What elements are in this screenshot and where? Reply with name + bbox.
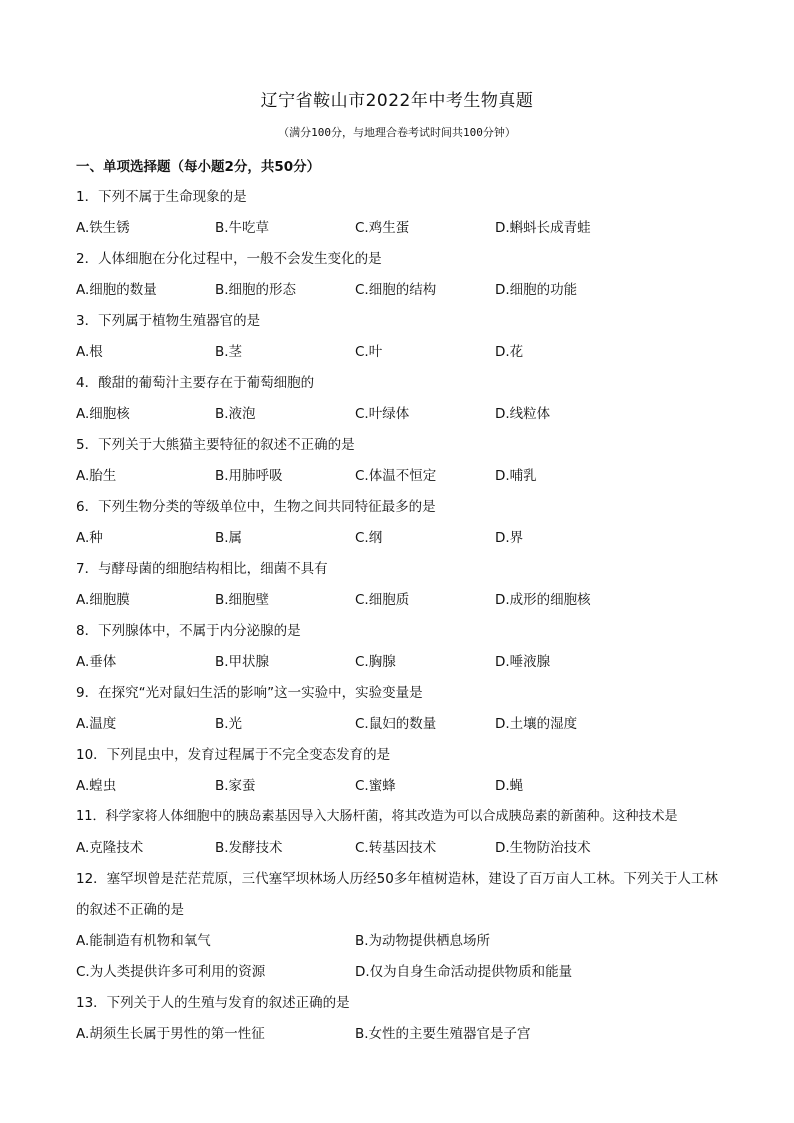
option-c: C.蜜蜂 [355, 778, 396, 794]
option-d: D.蝌蚪长成青蛙 [495, 220, 591, 236]
option-a: A.垂体 [76, 654, 117, 670]
option-b: B.细胞壁 [215, 592, 270, 608]
question-stem: 5．下列关于大熊猫主要特征的叙述不正确的是 [76, 437, 355, 453]
option-row [76, 465, 726, 496]
option-a: A.克隆技术 [76, 840, 144, 856]
option-c: C.细胞质 [355, 592, 410, 608]
option-b: B.液泡 [215, 406, 256, 422]
question-stem: 7．与酵母菌的细胞结构相比，细菌不具有 [76, 561, 328, 577]
option-a: A.蝗虫 [76, 778, 117, 794]
option-row [76, 837, 726, 868]
option-d: D.生物防治技术 [495, 840, 591, 856]
option-c: C.叶 [355, 344, 383, 360]
option-row [76, 651, 726, 682]
option-c: C.细胞的结构 [355, 282, 437, 298]
option-row [76, 961, 726, 992]
option-row [76, 217, 726, 248]
option-b: B.牛吃草 [215, 220, 270, 236]
question-list [76, 186, 726, 1054]
option-b: B.为动物提供栖息场所 [355, 933, 491, 949]
option-a: A.细胞膜 [76, 592, 130, 608]
option-b: B.甲状腺 [215, 654, 270, 670]
question-stem: 2．人体细胞在分化过程中，一般不会发生变化的是 [76, 251, 382, 267]
option-row [76, 341, 726, 372]
option-c: C.转基因技术 [355, 840, 437, 856]
option-a: A.铁生锈 [76, 220, 130, 236]
option-d: D.蝇 [495, 778, 524, 794]
option-d: D.哺乳 [495, 468, 537, 484]
option-row [76, 279, 726, 310]
option-c: C.纲 [355, 530, 383, 546]
question-stem: 10．下列昆虫中，发育过程属于不完全变态发育的是 [76, 747, 391, 763]
question-stem: 3．下列属于植物生殖器官的是 [76, 313, 261, 329]
option-b: B.属 [215, 530, 243, 546]
option-row [76, 775, 726, 806]
question-stem: 1．下列不属于生命现象的是 [76, 189, 247, 205]
option-row [76, 527, 726, 558]
option-c: C.体温不恒定 [355, 468, 437, 484]
option-row [76, 930, 726, 961]
question-stem: 8．下列腺体中，不属于内分泌腺的是 [76, 623, 301, 639]
option-row [76, 713, 726, 744]
option-d: D.花 [495, 344, 524, 360]
option-row [76, 589, 726, 620]
option-c: C.叶绿体 [355, 406, 410, 422]
option-d: D.仅为自身生命活动提供物质和能量 [355, 964, 573, 980]
option-d: D.成形的细胞核 [495, 592, 591, 608]
option-d: D.唾液腺 [495, 654, 551, 670]
option-a: A.种 [76, 530, 103, 546]
option-c: C.胸腺 [355, 654, 396, 670]
question-stem: 13．下列关于人的生殖与发育的叙述正确的是 [76, 995, 350, 1011]
option-a: A.细胞的数量 [76, 282, 157, 298]
option-a: A.能制造有机物和氧气 [76, 933, 211, 949]
option-row [76, 1023, 726, 1054]
option-d: D.线粒体 [495, 406, 551, 422]
option-a: A.温度 [76, 716, 117, 732]
option-b: B.茎 [215, 344, 243, 360]
option-b: B.细胞的形态 [215, 282, 297, 298]
question-stem: 12．塞罕坝曾是茫茫荒原，三代塞罕坝林场人历经50多年植树造林，建设了百万亩人工林。下列关于人工林的叙述不正确的是 [76, 871, 718, 918]
option-b: B.女性的主要生殖器官是子宫 [355, 1026, 531, 1042]
question-stem: 11．科学家将人体细胞中的胰岛素基因导入大肠杆菌，将其改造为可以合成胰岛素的新菌种。这种技术是 [76, 809, 678, 824]
option-c: C.鸡生蛋 [355, 220, 410, 236]
option-d: D.界 [495, 530, 524, 546]
question-stem: 9．在探究“光对鼠妇生活的影响”这一实验中，实验变量是 [76, 685, 423, 701]
page-title: 辽宁省鞍山市2022年中考生物真题 [260, 91, 534, 111]
option-a: A.根 [76, 344, 103, 360]
exam-note: （满分100分，与地理合卷考试时间共100分钟） [278, 126, 516, 139]
option-b: B.光 [215, 716, 243, 732]
option-b: B.用肺呼吸 [215, 468, 283, 484]
question-stem: 4．酸甜的葡萄汁主要存在于葡萄细胞的 [76, 375, 315, 391]
option-row [76, 403, 726, 434]
option-c: C.为人类提供许多可利用的资源 [76, 964, 266, 980]
section-heading: 一、单项选择题（每小题2分，共50分） [76, 159, 321, 175]
question-stem: 6．下列生物分类的等级单位中，生物之间共同特征最多的是 [76, 499, 436, 515]
option-c: C.鼠妇的数量 [355, 716, 437, 732]
option-a: A.胎生 [76, 468, 117, 484]
option-b: B.家蚕 [215, 778, 256, 794]
option-a: A.胡须生长属于男性的第一性征 [76, 1026, 265, 1042]
option-d: D.土壤的湿度 [495, 716, 578, 732]
option-b: B.发酵技术 [215, 840, 283, 856]
option-a: A.细胞核 [76, 406, 130, 422]
option-d: D.细胞的功能 [495, 282, 578, 298]
